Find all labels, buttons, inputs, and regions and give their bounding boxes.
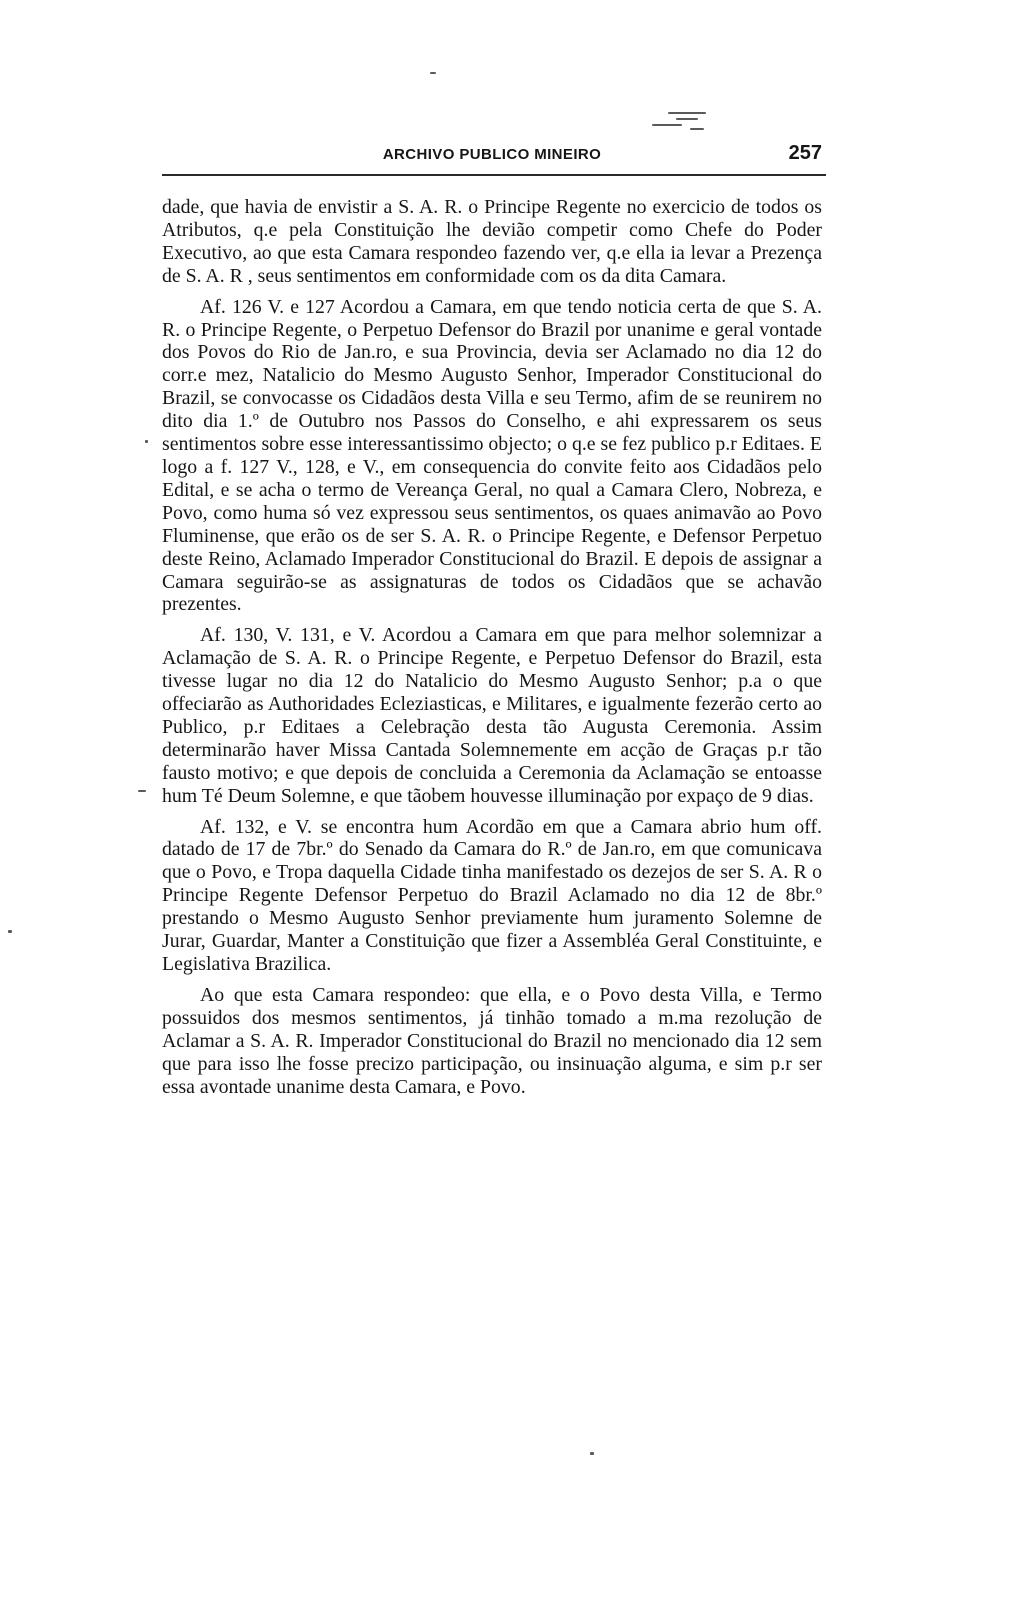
paragraph-af-132: Af. 132, e V. se encontra hum Acordão em que a Camara abrio hum off. datado de 17 de 7br.º do Senado da Camara do R.º de Jan.ro, em que comunicava que o Povo, e Tropa daquella Cidade tinha manifestado os dezejos de ser S. A. R o Principe Regente Defensor Perpetuo do Brazil Aclamado no dia 12 de 8br.º prestando o Mesmo Augusto Senhor previamente hum juramento Solemne de Jurar, Guardar, Manter a Constituição que fizer a Assembléa Geral Constituinte, e Legislativa Brazilica. (162, 815, 822, 975)
running-header (162, 142, 822, 172)
paragraph-af-130: Af. 130, V. 131, e V. Acordou a Camara em que para melhor solemnizar a Aclamação de S. A. R. o Principe Regente, e Perpetuo Defensor do Brazil, esta tivesse lugar no dia 12 do Natalicio do Mesmo Augusto Senhor; p.a o que offeciarão as Authoridades Ecleziasticas, e Militares, e igualmente fezerão certo ao Publico, p.r Editaes a Celebração desta tão Augusta Ceremonia. Assim determinarão haver Missa Cantada Solemnemente em acção de Graças p.r tão fausto motivo; e que depois de concluida a Ceremonia da Aclamação se entoasse hum Té Deum Solemne, e que tãobem houvesse illuminação por expaço de 9 dias. (162, 624, 822, 807)
header-title: ARCHIVO PUBLICO MINEIRO (382, 146, 602, 163)
body-text (162, 196, 822, 1106)
paragraph-continuation: dade, que havia de envistir a S. A. R. o Principe Regente no exercicio de todos os Atributos, q.e pela Constituição lhe devião competir como Chefe do Poder Executivo, ao que esta Camara respondeo fazendo ver, q.e ella ia levar a Prezença de S. A. R , seus sentimentos em conformidade com os da dita Camara. (162, 196, 822, 287)
header-rule (162, 174, 826, 176)
paragraph-af-126: Af. 126 V. e 127 Acordou a Camara, em que tendo noticia certa de que S. A. R. o Principe Regente, o Perpetuo Defensor do Brazil por unanime e geral vontade dos Povos do Rio de Jan.ro, e sua Provincia, devia ser Aclamado no dia 12 do corr.e mez, Natalicio do Mesmo Augusto Senhor, Imperador Constitucional do Brazil, se convocasse os Cidadãos desta Villa e seu Termo, afim de se reunirem no dito dia 1.º de Outubro nos Passos do Conselho, e ahi expressarem os seus sentimentos sobre esse interessantissimo objecto; o q.e se fez publico p.r Editaes. E logo a f. 127 V., 128, e V., em consequencia do convite feito aos Cidadãos pelo Edital, e se acha o termo de Vereança Geral, no qual a Camara Clero, Nobreza, e Povo, como huma só vez expressou seus sentimentos, os quaes animavão ao Povo Fluminense, que erão os de ser S. A. R. o Principe Regente, e Defensor Perpetuo deste Reino, Aclamado Imperador Constitucional do Brazil. E depois de assignar a Camara seguirão-se as assignaturas de todos os Cidadãos que se achavão prezentes. (162, 295, 822, 616)
paragraph-reply: Ao que esta Camara respondeo: que ella, e o Povo desta Villa, e Termo possuidos dos mesmos sentimentos, já tinhão tomado a m.ma rezolução de Aclamar a S. A. R. Imperador Constitucional do Brazil no mencionado dia 12 sem que para isso lhe fosse precizo participação, ou insinuação alguma, e sim p.r ser essa avontade unanime desta Camara, e Povo. (162, 983, 822, 1098)
page-number: 257 (788, 142, 822, 164)
